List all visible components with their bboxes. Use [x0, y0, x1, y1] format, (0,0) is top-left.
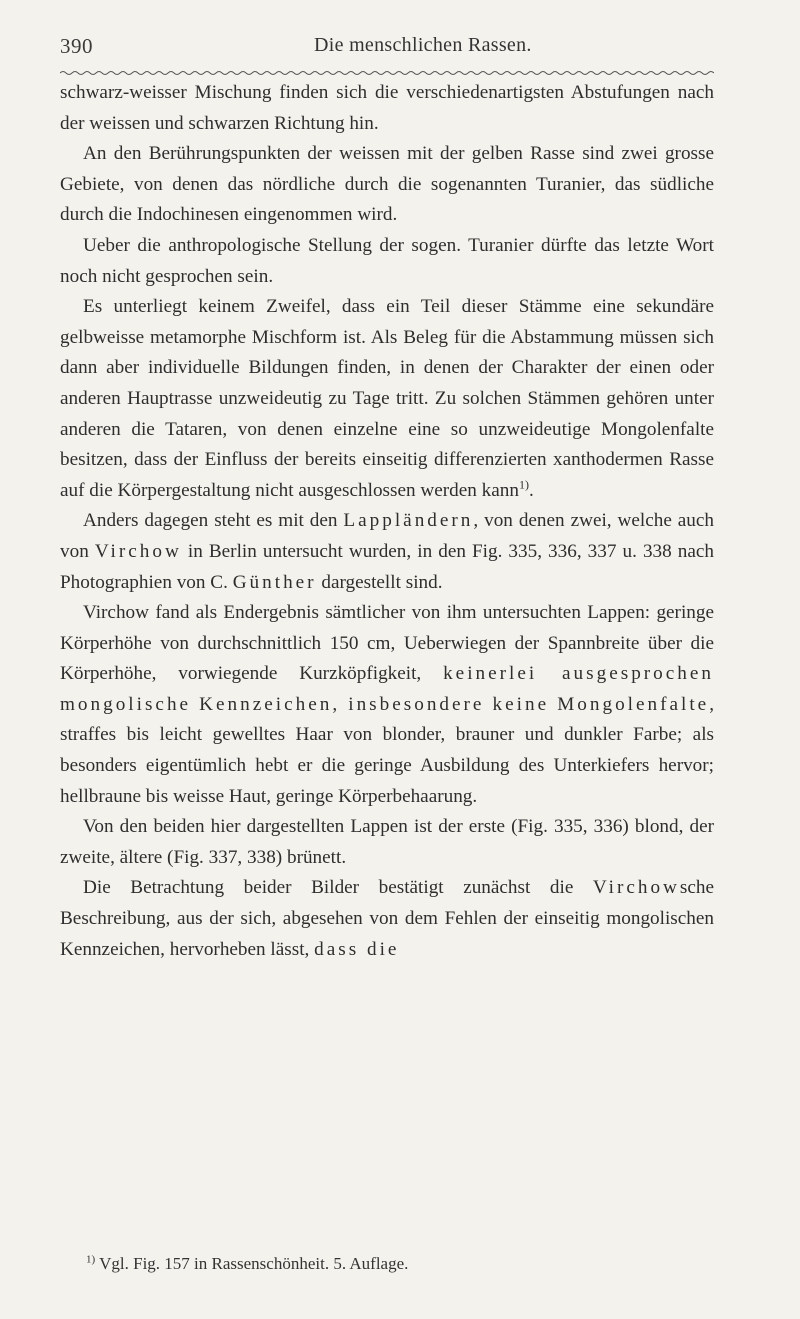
paragraph-6-virchow: Virchow: [83, 602, 149, 624]
spaced-name-guenther: Günther: [232, 571, 317, 593]
spaced-emphasis: keinerlei ausgesprochen mongolische Kennzeichen, insbesondere keine Mongolenfalte: [60, 663, 714, 715]
footnote: [86, 1254, 706, 1274]
paragraph-6-text-a: fand als Endergebnis sämtlicher von ihm untersuchten Lappen: geringe Körperhöhe von durchschnittlich 150 cm, Ueberwiegen der Spannbreite über die Körperhöhe, vorwiegende Kurzköpfigkeit,: [60, 602, 714, 685]
paragraph-4-text: Es unterliegt keinem Zweifel, dass ein Teil dieser Stämme eine sekundäre gelbweisse metamorphe Mischform ist. Als Beleg für die Abstammung müssen sich dann aber individuelle Bildungen finden, in denen der Charakter der einen oder anderen Hauptrasse unzweideutig zu Tage tritt. Zu solchen Stämmen gehören unter anderen die Tataren, von denen einzelne eine so unzweideutige Mongolenfalte besitzen, dass der Einfluss der bereits einseitig differenzierten xanthodermen Rasse auf die Körpergestaltung nicht ausgeschlossen werden kann: [60, 296, 714, 501]
paragraph-5: [60, 506, 714, 598]
paragraph-4: [60, 292, 714, 506]
footnote-mark: 1): [86, 1253, 96, 1266]
paragraph-7: Von den beiden hier dargestellten Lappen ist der erste (Fig. 335, 336) blond, der zweite, ältere (Fig. 337, 338) brünett.: [60, 816, 714, 868]
paragraph-4-end: .: [528, 479, 534, 501]
paragraph-5-text-d: dargestellt sind.: [316, 571, 443, 593]
spaced-name-virchow: Virchow: [94, 540, 182, 562]
paragraph-3: Ueber die anthropologische Stellung der sogen. Turanier dürfte das letzte Wort noch nicht gesprochen sein.: [60, 234, 714, 287]
paragraph-5-text-c: in Berlin untersucht wurden, in den Fig. 335, 336, 337 u. 338 nach Photographien von C.: [60, 540, 714, 593]
footnote-text: Vgl. Fig. 157 in Rassenschönheit. 5. Auflage.: [95, 1254, 409, 1273]
paragraph-8: [60, 873, 714, 965]
spaced-emphasis-2: dass die: [314, 938, 400, 960]
paragraph-6: [60, 598, 714, 812]
body-text: [60, 78, 714, 965]
paragraph-6-text-b: , straffes bis leicht gewelltes Haar von blonder, brauner und dunkler Farbe; als besonders eigentümlich hebt er die geringe Ausbildung des Unterkiefers hervor; hellbraune bis weisse Haut, geringe Körperbehaarung.: [60, 693, 714, 807]
footnote-reference: 1): [518, 477, 529, 492]
spaced-name-lapplaendern: Lappländern: [343, 510, 474, 532]
paragraph-8-text-a: Die Betrachtung beider Bilder bestätigt zunächst die: [83, 877, 593, 899]
page-number: 390: [60, 34, 93, 58]
paragraph-2: An den Berührungspunkten der weissen mit der gelben Rasse sind zwei grosse Gebiete, von denen das nördliche durch die sogenannten Turanier, das südliche durch die Indochinesen eingenommen wird.: [60, 143, 714, 226]
paragraph-1: schwarz-weisser Mischung finden sich die verschiedenartigsten Abstufungen nach der weissen und schwarzen Richtung hin.: [60, 82, 714, 134]
paragraph-5-text-b: , von denen zwei, welche auch von: [60, 510, 714, 562]
wavy-header-rule: [60, 70, 714, 76]
running-head: [60, 34, 720, 64]
running-title: Die menschlichen Rassen.: [314, 34, 532, 56]
spaced-name-virchow-2: Virchow: [592, 877, 680, 899]
paragraph-5-text-a: Anders dagegen steht es mit den: [83, 510, 344, 532]
paragraph-8-text-b: sche Beschreibung, aus der sich, abgesehen von dem Fehlen der einseitig mongolischen Kennzeichen, hervorheben lässt,: [60, 877, 714, 960]
